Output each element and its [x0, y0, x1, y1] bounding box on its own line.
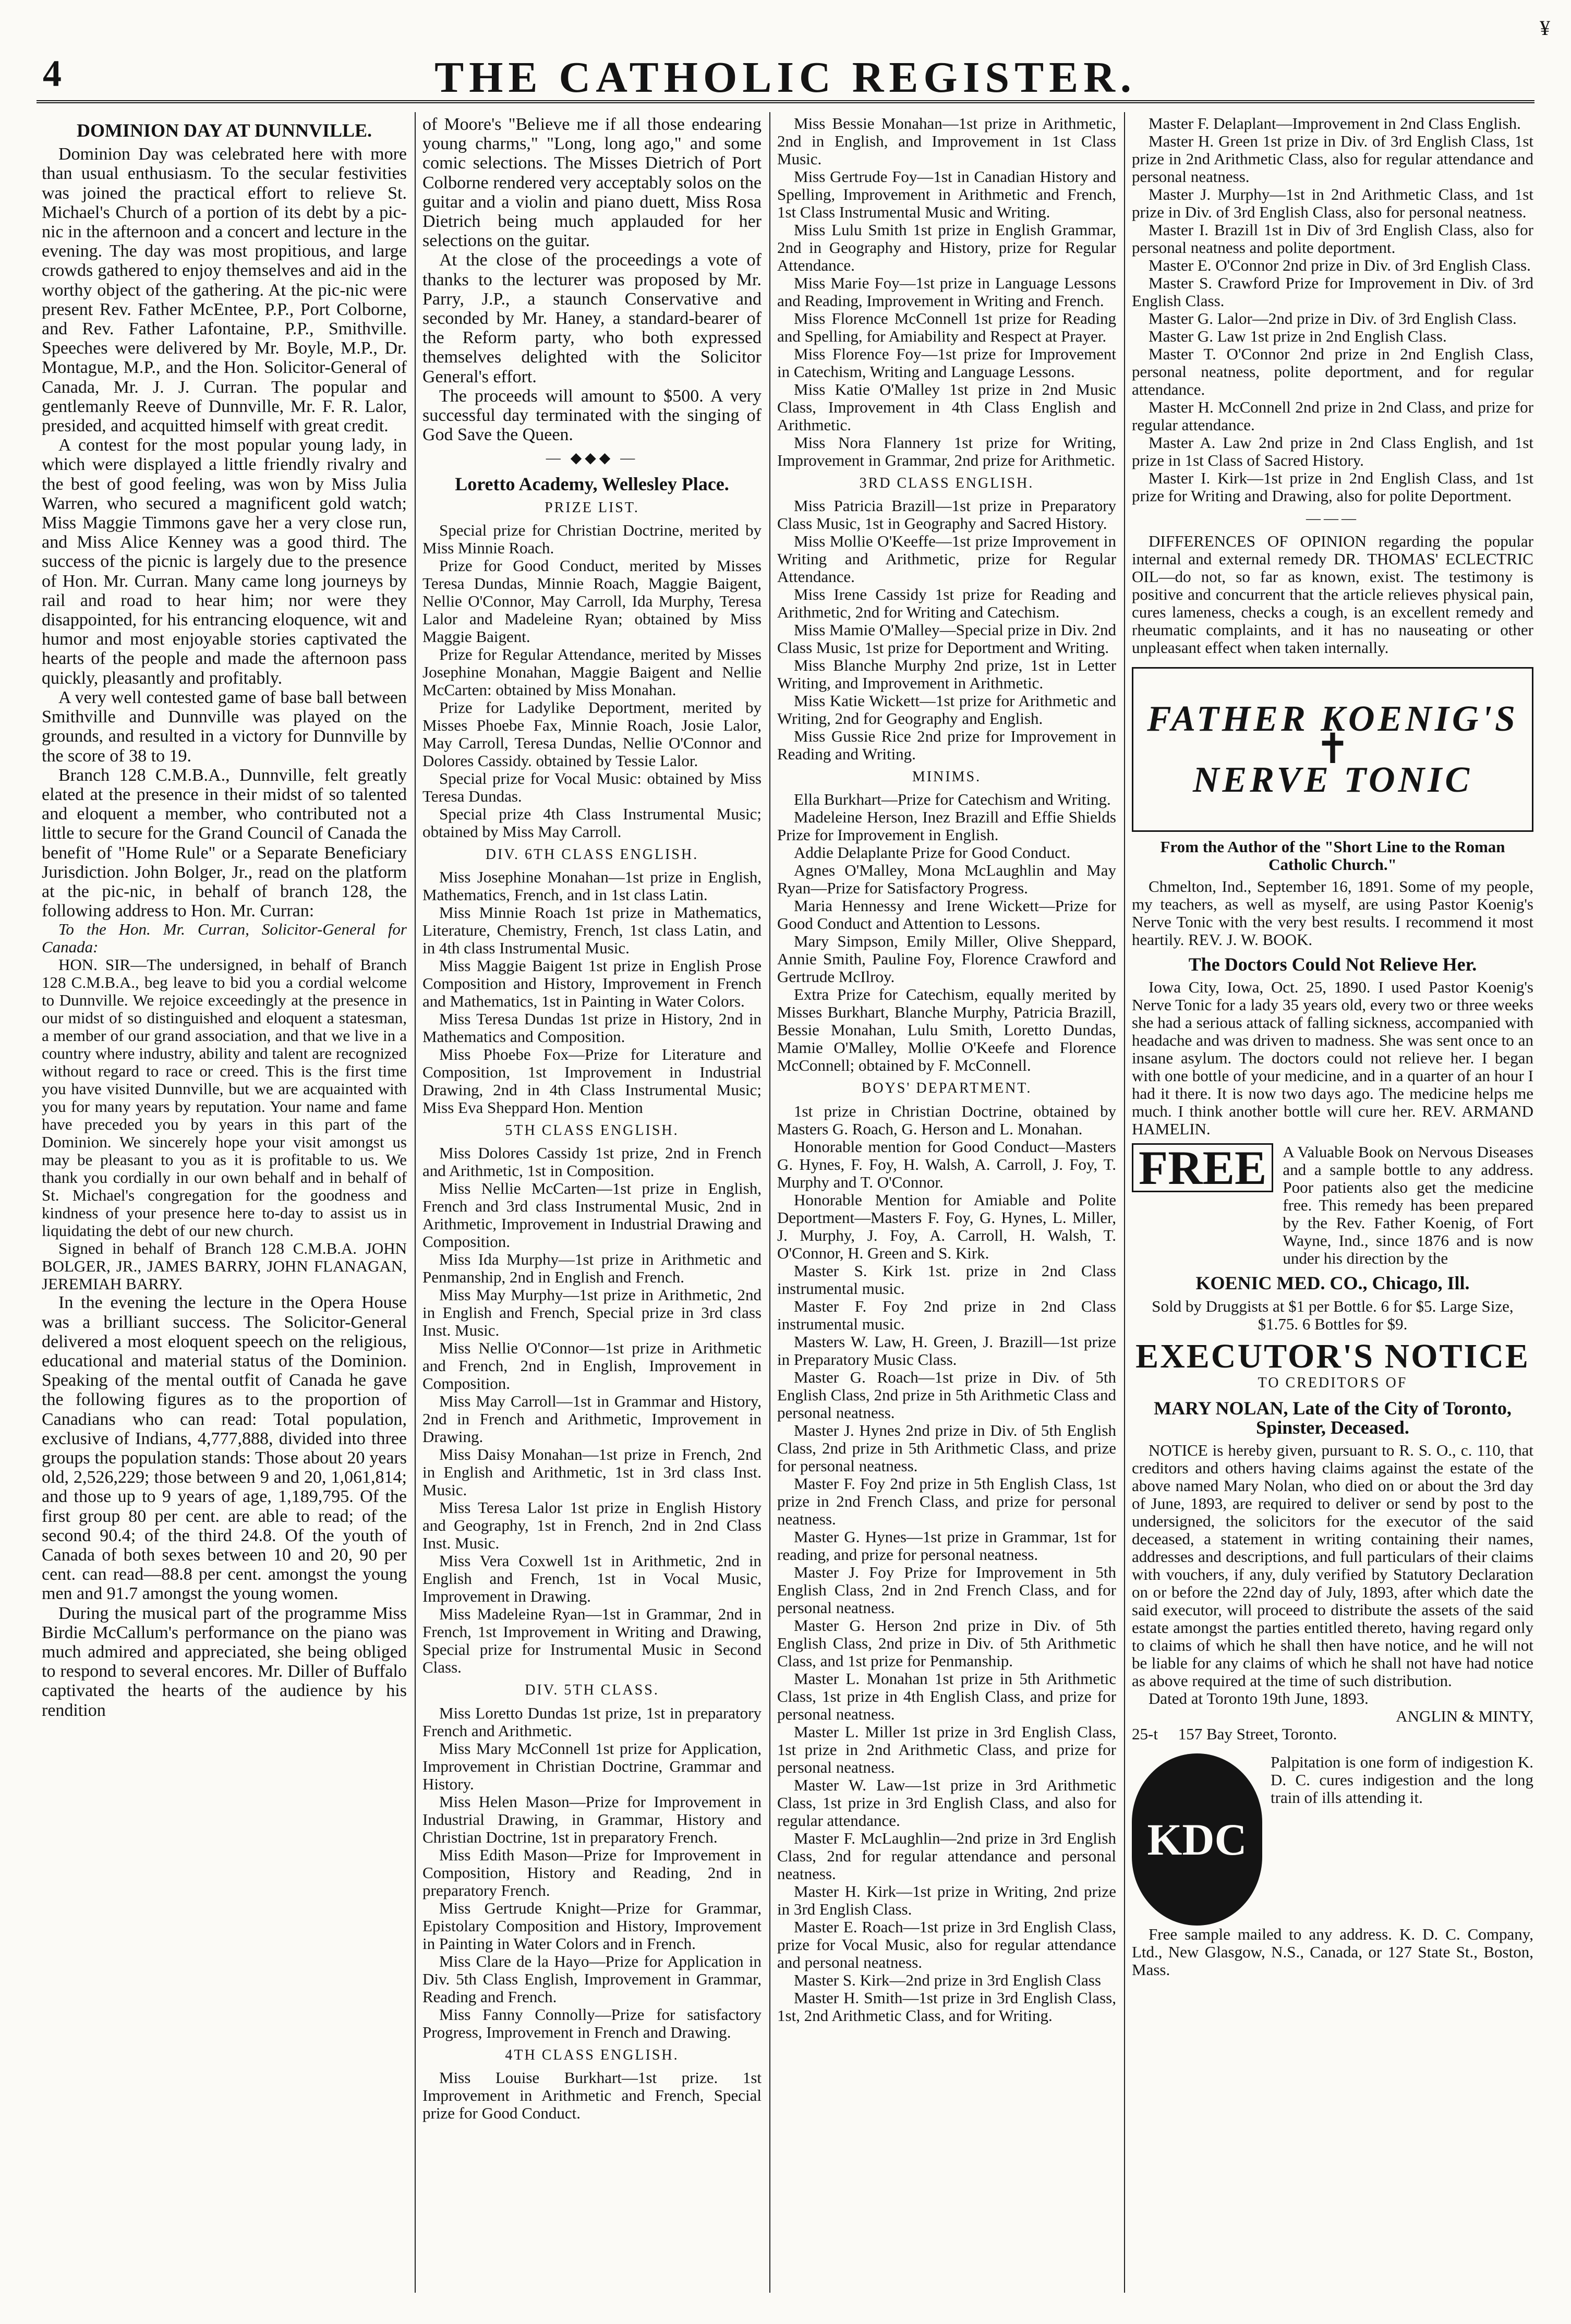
executor-dated: Dated at Toronto 19th June, 1893. [1149, 1689, 1369, 1708]
prize-entry: Master L. Miller 1st prize in 3rd English Class, 1st prize in 2nd Arithmetic Class, and prize for personal neatness. [777, 1722, 1116, 1776]
prize-entry: Master G. Law 1st prize in 2nd English Class. [1149, 327, 1447, 345]
article-paragraph: During the musical part of the programme Miss Birdie McCallum's performance on the piano was much admired and appreciated, she being obliged to respond to several encores. Mr. Diller of Buffalo captivated the hearts of the audience by his rendition [42, 1603, 407, 1720]
prize-entry: Master F. McLaughlin—2nd prize in 3rd English Class, 2nd for regular attendance and personal neatness. [777, 1829, 1116, 1883]
prize-entry: Miss Mollie O'Keeffe—1st prize Improvement in Writing and Arithmetic, prize for Regular Attendance. [777, 532, 1116, 586]
koenig-price: Sold by Druggists at $1 per Bottle. 6 for $5. Large Size, $1.75. 6 Bottles for $9. [1152, 1297, 1514, 1333]
cross-icon: ✝ [1315, 727, 1350, 773]
prize-entry: Madeleine Herson, Inez Brazill and Effie Shields Prize for Improvement in English. [777, 808, 1116, 844]
prize-entry: Master E. Roach—1st prize in 3rd English Class, prize for Vocal Music, also for regular attendance and personal neatness. [777, 1917, 1116, 1971]
prize-entry: Miss Gussie Rice 2nd prize for Improvement in Reading and Writing. [777, 727, 1116, 764]
prize-entry: Master H. McConnell 2nd prize in 2nd Class, and prize for regular attendance. [1132, 398, 1533, 434]
prize-entry: Master F. Foy 2nd prize in 5th English Class, 1st prize in 2nd French Class, and prize for personal neatness. [777, 1474, 1116, 1528]
kdc-logo: KDC [1132, 1753, 1262, 1926]
column-2 [422, 115, 762, 2295]
masthead [37, 16, 1550, 103]
kdc-sample: Free sample mailed to any address. K. D. C. Company, Ltd., New Glasgow, N.S., Canada, or 127 State St., Boston, Mass. [1132, 1925, 1533, 1979]
column-rule [1124, 112, 1125, 2293]
prize-entry: Prize for Ladylike Deportment, merited by Misses Phoebe Fax, Minnie Roach, Josie Lalor, May Carroll, Teresa Dundas, Nellie O'Connor and Dolores Cassidy. obtained by Tessie Lalor. [422, 698, 762, 770]
prize-entry: Miss Teresa Lalor 1st prize in English History and Geography, 1st in French, 2nd in 2nd Class Inst. Music. [422, 1498, 762, 1553]
koenig-logo-line: NERVE TONIC [1192, 760, 1473, 801]
prize-entry: Maria Hennessy and Irene Wickett—Prize for Good Conduct and Attention to Lessons. [777, 897, 1116, 933]
prize-entry: Extra Prize for Catechism, equally merited by Misses Burkhart, Blanche Murphy, Patricia Brazill, Bessie Monahan, Lulu Smith, Loretto Dundas, Mamie O'Malley, Mollie O'Keefe and Florence McConnell; obtained by F. McConnell. [777, 985, 1116, 1075]
prize-entry: Master S. Kirk 1st. prize in 2nd Class instrumental music. [777, 1261, 1116, 1298]
class-heading: DIV. 5TH CLASS. [525, 1682, 659, 1699]
prize-entry: Miss Josephine Monahan—1st prize in English, Mathematics, French, and in 1st class Latin. [422, 868, 762, 904]
koenig-company: KOENIC MED. CO., Chicago, Ill. [1195, 1273, 1470, 1294]
prize-entry: Master F. Delaplant—Improvement in 2nd Class English. [1149, 115, 1521, 132]
executor-address-line [1132, 1725, 1533, 1743]
prize-entry: Miss Nora Flannery 1st prize for Writing, Improvement in Grammar, 2nd prize for Arithmetic. [777, 433, 1116, 469]
prize-entry: Miss Clare de la Hayo—Prize for Application in Div. 5th Class English, Improvement in Grammar, Reading and French. [422, 1952, 762, 2006]
prize-entry: Miss Fanny Connolly—Prize for satisfactory Progress, Improvement in French and Drawing. [422, 2005, 762, 2041]
prize-entry: Miss Nellie O'Connor—1st prize in Arithmetic and French, 2nd in English, Improvement in Composition. [422, 1339, 762, 1393]
prize-list-heading: PRIZE LIST. [545, 499, 639, 516]
prize-entry: Master S. Crawford Prize for Improvement in Div. of 3rd English Class. [1132, 274, 1533, 310]
prize-entry: Miss Bessie Monahan—1st prize in Arithmetic, 2nd in English, and Improvement in 1st Class Music. [777, 115, 1116, 168]
prize-entry: Master L. Monahan 1st prize in 5th Arithmetic Class, 1st prize in 4th English Class, and prize for personal neatness. [777, 1669, 1116, 1723]
prize-entry: Miss Gertrude Knight—Prize for Grammar, Epistolary Composition and History, Improvement in Painting in Water Colors and in French. [422, 1898, 762, 1953]
column-rule [769, 112, 770, 2293]
koenig-testimonial: Chmelton, Ind., September 16, 1891. Some of my people, my teachers, as well as myself, are using Pastor Koenig's Nerve Tonic with the very best results. I recommend it most heartily. REV. J. W. BOOK. [1132, 877, 1533, 949]
prize-entry: Master H. Smith—1st prize in 3rd English Class, 1st, 2nd Arithmetic Class, and for Writing. [777, 1988, 1116, 2025]
prize-entry: Miss Gertrude Foy—1st in Canadian History and Spelling, Improvement in Arithmetic and French, 1st Class Instrumental Music and Writing. [777, 167, 1116, 221]
prize-entry: Miss Ida Murphy—1st prize in Arithmetic and Penmanship, 2nd in English and French. [422, 1250, 762, 1287]
prize-entry: Master G. Roach—1st prize in Div. of 5th English Class, 2nd prize in 5th Arithmetic Class and personal neatness. [777, 1367, 1116, 1422]
prize-entry: Special prize for Vocal Music: obtained by Miss Teresa Dundas. [422, 769, 762, 806]
prize-entry: Master H. Kirk—1st prize in Writing, 2nd prize in 3rd English Class. [777, 1882, 1116, 1918]
executor-estate: MARY NOLAN, Late of the City of Toronto, Spinster, Deceased. [1154, 1398, 1512, 1438]
prize-entry: Prize for Regular Attendance, merited by Misses Josephine Monahan, Maggie Baigent and Nellie McCarten: obtained by Miss Monahan. [422, 645, 762, 699]
executor-subhead: TO CREDITORS OF [1258, 1374, 1408, 1391]
prize-entry: Miss Louise Burkhart—1st prize. 1st Improvement in Arithmetic and French, Special prize for Good Conduct. [422, 2068, 762, 2122]
prize-entry: Master G. Hynes—1st prize in Grammar, 1st for reading, and prize for personal neatness. [777, 1527, 1116, 1564]
prize-entry: Master I. Kirk—1st prize in 2nd English Class, and 1st prize for Writing and Drawing, also for polite Deportment. [1132, 469, 1533, 505]
koenig-headline: The Doctors Could Not Relieve Her. [1188, 954, 1477, 975]
prize-list [777, 1103, 1116, 2025]
prize-entry: Miss Edith Mason—Prize for Improvement in Composition, History and Reading, 2nd in preparatory French. [422, 1845, 762, 1899]
prize-entry: Miss Daisy Monahan—1st prize in French, 2nd in English and Arithmetic, 1st in 3rd class Inst. Music. [422, 1445, 762, 1499]
prize-entry: Special prize 4th Class Instrumental Music; obtained by Miss May Carroll. [422, 805, 762, 841]
article-paragraph: In the evening the lecture in the Opera House was a brilliant success. The Solicitor-General delivered a most eloquent speech on the religious, educational and material status of the Dominion. Speaking of the mental outfit of Canada he gave the following figures as to the proportion of Canadians who can read: Total population, exclusive of Indians, 4,777,888, divided into three groups the population stands: Those about 20 years old, 2,526,229; those between 9 and 20, 1,061,814; and those up to 9 years of age, 1,189,795. Of the first group 80 per cent. are able to read; of the second 90.4; of the third 24.8. Of the youth of Canada of both sexes between 10 and 20, 90 per cent. can read—88.8 per cent. amongst the young men and 91.7 amongst the young women. [42, 1293, 407, 1604]
prize-entry: Masters W. Law, H. Green, J. Brazill—1st prize in Preparatory Music Class. [777, 1332, 1116, 1369]
prize-entry: Miss Katie O'Malley 1st prize in 2nd Music Class, Improvement in 4th Class English and Arithmetic. [777, 380, 1116, 434]
prize-list [1132, 115, 1533, 505]
prize-entry: Miss Vera Coxwell 1st in Arithmetic, 2nd in English and French, 1st in Vocal Music, Improvement in Drawing. [422, 1552, 762, 1606]
prize-list [422, 868, 762, 1117]
prize-entry: Honorable mention for Good Conduct—Masters G. Hynes, F. Foy, H. Walsh, A. Carroll, J. Foy, T. Murphy and T. O'Connor. [777, 1137, 1116, 1191]
article-paragraph: A contest for the most popular young lady, in which were displayed a little friendly rivalry and the best of good feeling, was won by Miss Julia Warren, who secured a magnificent gold watch; Miss Maggie Timmons gave her a very close run, and Miss Alice Kenney was a good third. The success of the picnic is largely due to the presence of Hon. Mr. Curran. Many came long journeys by rail and road to hear him; nor were they disappointed, for his entrancing eloquence, wit and humor and most enjoyable stories captivated the hearts of the people and made the afternoon pass quickly, pleasantly and profitably. [42, 435, 407, 688]
class-heading: MINIMS. [912, 769, 982, 785]
prize-entry: Master J. Murphy—1st in 2nd Arithmetic Class, and 1st prize in Div. of 3rd English Class, also for personal neatness. [1132, 185, 1533, 221]
prize-entry: Miss Florence McConnell 1st prize for Reading and Spelling, for Amiability and Respect at Prayer. [777, 309, 1116, 345]
free-word: FREE [1132, 1143, 1273, 1192]
koenig-logo-line: FATHER KOENIG'S [1147, 699, 1518, 739]
loretto-headline: Loretto Academy, Wellesley Place. [455, 473, 729, 494]
executor-headline: EXECUTOR'S NOTICE [1135, 1337, 1530, 1375]
prize-entry: Miss Teresa Dundas 1st prize in History, 2nd in Mathematics and Composition. [422, 1010, 762, 1046]
prize-entry: Miss Minnie Roach 1st prize in Mathematics, Literature, Chemistry, French, 1st class Latin, and in 4th class Instrumental Music. [422, 903, 762, 958]
prize-entry: Prize for Good Conduct, merited by Misses Teresa Dundas, Minnie Roach, Maggie Baigent, Nellie O'Connor, May Carroll, Ida Murphy, Teresa Lalor and Madeleine Ryan; obtained by Miss Maggie Baigent. [422, 556, 762, 646]
prize-list [777, 115, 1116, 469]
koenig-author-line: From the Author of the "Short Line to the Roman Catholic Church." [1160, 838, 1505, 874]
prize-list [422, 1144, 762, 1676]
prize-entry: Agnes O'Malley, Mona McLaughlin and May Ryan—Prize for Satisfactory Progress. [777, 861, 1116, 898]
prize-entry: Miss Mary McConnell 1st prize for Application, Improvement in Christian Doctrine, Grammar and History. [422, 1739, 762, 1793]
article-paragraph: Dominion Day was celebrated here with more than usual enthusiasm. To the secular festivities was joined the practical effort to relieve St. Michael's Church of a portion of its debt by a pic-nic in the afternoon and a concert and lecture in the evening. The day was most propitious, and large crowds gathered to enjoy themselves and aid in the worthy object of the gathering. At the pic-nic were present Rev. Father McEntee, P.P., Port Colborne, and Rev. Father Lafontaine, P.P., Smithville. Speeches were delivered by Mr. Boyle, M.P., Dr. Montague, M.P., and the Hon. Solicitor-General of Canada, Mr. J. J. Curran. The popular and gentlemanly Reeve of Dunnville, Mr. F. R. Lalor, presided, and acquitted himself with great credit. [42, 144, 407, 436]
prize-entry: Miss Dolores Cassidy 1st prize, 2nd in French and Arithmetic, 1st in Composition. [422, 1144, 762, 1180]
section-ornament: — ◆◆◆ — [546, 450, 638, 467]
prize-entry: Miss May Carroll—1st in Grammar and History, 2nd in French and Arithmetic, Improvement in Drawing. [422, 1392, 762, 1446]
prize-entry: Miss Lulu Smith 1st prize in English Grammar, 2nd in Geography and History, prize for Regular Attendance. [777, 221, 1116, 274]
executor-code: 25-t [1132, 1725, 1158, 1744]
address-text: HON. SIR—The undersigned, in behalf of Branch 128 C.M.B.A., beg leave to bid you a cordial welcome to Dunnville. We rejoice exceedingly at the presence in our midst of so distinguished and eloquent a statesman, a member of our grand association, and that we live in a country where industry, ability and talent are recognized without regard to race or creed. This is the first time you have visited Dunnville, but we are acquainted with you for many years by reputation. Your name and fame have preceded you by years in this part of the Dominion. We sincerely hope your visit amongst us may be pleasant to you as it is profitable to us. We thank you cordially in our own behalf and in behalf of St. Michael's congregation for the goodness and kindness of your presence here to-day to assist us in liquidating the debt of our new church. [42, 955, 407, 1240]
prize-entry: Miss Madeleine Ryan—1st in Grammar, 2nd in French, 1st Improvement in Writing and Drawing, Special prize for Instrumental Music in Second Class. [422, 1605, 762, 1677]
executor-firm: ANGLIN & MINTY, [1396, 1707, 1533, 1726]
prize-entry: Miss Maggie Baigent 1st prize in English Prose Composition and History, Improvement in French and Mathematics, 1st in Painting in Water Colors. [422, 957, 762, 1011]
prize-entry: Master E. O'Connor 2nd prize in Div. of 3rd English Class. [1149, 256, 1531, 274]
prize-entry: Miss May Murphy—1st prize in Arithmetic, 2nd in English and French, Special prize in 3rd class Inst. Music. [422, 1286, 762, 1340]
prize-entry: Miss Phoebe Fox—Prize for Literature and Composition, 1st Improvement in Industrial Drawing, 2nd in 4th Class Instrumental Music; Miss Eva Sheppard Hon. Mention [422, 1045, 762, 1117]
address-salutation: To the Hon. Mr. Curran, Solicitor-General for Canada: [42, 920, 407, 957]
executor-body: NOTICE is hereby given, pursuant to R. S. O., c. 110, that creditors and others having claims against the estate of the above named Mary Nolan, who died on or about the 3rd day of June, 1893, are required to deliver or send by post to the undersigned, the solicitors for the executor of the said deceased, a statement in writing containing their names, addresses and descriptions, and full particulars of their claims with vouchers, if any, duly verified by Statutory Declaration on or before the 22nd day of July, 1893, after which date the said executor, will proceed to distribute the assets of the said estate amongst the parties entitled thereto, having regard only to claims of which he shall then have notice, and he will not be liable for any claims of which he shall not have had notice as above required at the time of such distribution. [1132, 1441, 1533, 1690]
column-1 [42, 115, 407, 2295]
prize-entry: Master A. Law 2nd prize in 2nd Class English, and 1st prize in 1st Class of Sacred History. [1132, 433, 1533, 469]
prize-entry: Special prize for Christian Doctrine, merited by Miss Minnie Roach. [422, 521, 762, 558]
prize-entry: Master I. Brazill 1st in Div of 3rd English Class, also for personal neatness and polite deportment. [1132, 221, 1533, 257]
prize-entry: Master W. Law—1st prize in 3rd Arithmetic Class, 1st prize in 3rd English Class, and also for regular attendance. [777, 1775, 1116, 1830]
prize-list [777, 497, 1116, 763]
prize-entry: Master G. Herson 2nd prize in Div. of 5th English Class, 2nd prize in Div. of 5th Arithmetic Class, and 1st prize for Penmanship. [777, 1616, 1116, 1670]
prize-entry: Honorable Mention for Amiable and Polite Deportment—Masters F. Foy, G. Hynes, L. Miller, J. Murphy, J. Foy, A. Carroll, H. Walsh, T. O'Connor, H. Green and S. Kirk. [777, 1190, 1116, 1262]
prize-entry: Master G. Lalor—2nd prize in Div. of 3rd English Class. [1149, 309, 1517, 328]
article-paragraph: of Moore's "Believe me if all those endearing young charms," "Long, long ago," and some comic selections. The Misses Dietrich of Port Colborne rendered very acceptably solos on the guitar and a violin and piano duett, Miss Rosa Dietrich being much applauded for her selections on the guitar. [422, 115, 762, 251]
eclectric-oil-ad: DIFFERENCES OF OPINION regarding the popular internal and external remedy DR. THOMAS' ECLECTRIC OIL—do not, so far as known, exist. The testimony is positive and concurrent that the article relieves physical pain, cures lameness, checks a cough, is an excellent remedy and rheumatic complaints, and it has no nauseating or other unpleasant effect when taken internally. [1132, 532, 1533, 657]
page-number: 4 [43, 53, 62, 94]
article-paragraph: Branch 128 C.M.B.A., Dunnville, felt greatly elated at the presence in their midst of so talented and eloquent a member, who contributed not a little to secure for the Grand Council of Canada the benefit of "Home Rule" or a Separate Beneficiary Jurisdiction. John Bolger, Jr., read on the platform at the pic-nic, in behalf of branch 128, the following address to Hon. Mr. Curran: [42, 765, 407, 921]
executor-address: 157 Bay Street, Toronto. [1178, 1725, 1337, 1744]
free-offer-text: A Valuable Book on Nervous Diseases and a sample bottle to any address. Poor patients also get the medicine free. This remedy has been prepared by the Rev. Father Koenig, of Fort Wayne, Ind., since 1876 and is now under his direction by the [1283, 1143, 1533, 1268]
kdc-ad [1132, 1753, 1533, 1926]
article-paragraph: A very well contested game of base ball between Smithville and Dunnville was played on the grounds, and resulted in a victory for Dunnville by the score of 38 to 19. [42, 687, 407, 766]
prize-entry: Master J. Foy Prize for Improvement in 5th English Class, 2nd in 2nd French Class, and for personal neatness. [777, 1563, 1116, 1617]
newspaper-title: THE CATHOLIC REGISTER. [434, 53, 1137, 102]
prize-entry: Master F. Foy 2nd prize in 2nd Class instrumental music. [777, 1297, 1116, 1333]
prize-entry: Master T. O'Connor 2nd prize in 2nd English Class, personal neatness, polite deportment, and for regular attendance. [1132, 345, 1533, 398]
address-signatures: Signed in behalf of Branch 128 C.M.B.A. JOHN BOLGER, JR., JAMES BARRY, JOHN FLANAGAN, JEREMIAH BARRY. [42, 1239, 407, 1293]
prize-entry: Mary Simpson, Emily Miller, Olive Sheppard, Annie Smith, Pauline Foy, Florence Crawford and Gertrude McIlroy. [777, 932, 1116, 986]
koenig-logo [1132, 667, 1533, 832]
prize-entry: Addie Delaplante Prize for Good Conduct. [794, 843, 1071, 862]
prize-entry: Miss Nellie McCarten—1st prize in English, French and 3rd class Instrumental Music, 2nd in Arithmetic, Improvement in Industrial Drawing and Composition. [422, 1179, 762, 1251]
article-paragraph: The proceeds will amount to $500. A very successful day terminated with the singing of God Save the Queen. [422, 386, 762, 445]
column-4 [1132, 115, 1533, 2295]
column-3 [777, 115, 1116, 2295]
column-rule [415, 112, 416, 2293]
section-ornament: ——— [1306, 511, 1359, 527]
free-offer [1132, 1143, 1533, 1267]
class-heading: 4TH CLASS ENGLISH. [505, 2047, 679, 2063]
class-heading: BOYS' DEPARTMENT. [861, 1080, 1032, 1097]
prize-entry: Miss Loretto Dundas 1st prize, 1st in preparatory French and Arithmetic. [422, 1703, 762, 1740]
class-heading: DIV. 6TH CLASS ENGLISH. [485, 846, 699, 863]
prize-list [422, 1704, 762, 2041]
prize-entry: Miss Katie Wickett—1st prize for Arithmetic and Writing, 2nd for Geography and English. [777, 692, 1116, 728]
prize-entry: Ella Burkhart—Prize for Catechism and Writing. [794, 790, 1111, 809]
kdc-text: Palpitation is one form of indigestion K. D. C. cures indigestion and the long train of ills attending it. [1271, 1753, 1533, 1807]
prize-entry: Miss Florence Foy—1st prize for Improvement in Catechism, Writing and Language Lessons. [777, 345, 1116, 381]
prize-entry: Miss Patricia Brazill—1st prize in Preparatory Class Music, 1st in Geography and Sacred History. [777, 497, 1116, 533]
prize-entry: 1st prize in Christian Doctrine, obtained by Masters G. Roach, G. Herson and L. Monahan. [777, 1102, 1116, 1138]
prize-entry: Master J. Hynes 2nd prize in Div. of 5th English Class, 2nd prize in 5th Arithmetic Class, and prize for personal neatness. [777, 1421, 1116, 1475]
article-paragraph: At the close of the proceedings a vote of thanks to the lecturer was proposed by Mr. Parry, J.P., a staunch Conservative and seconded by Mr. Haney, a standard-bearer of the Reform party, who both expressed themselves delighted with the Solicitor General's effort. [422, 250, 762, 386]
prize-entry: Miss Helen Mason—Prize for Improvement in Industrial Drawing, in Grammar, History and Christian Doctrine, 1st in preparatory French. [422, 1792, 762, 1846]
prize-list [777, 791, 1116, 1074]
prize-list [422, 522, 762, 841]
class-heading: 5TH CLASS ENGLISH. [505, 1122, 679, 1139]
prize-entry: Master H. Green 1st prize in Div. of 3rd English Class, 1st prize in 2nd Arithmetic Class, also for regular attendance and personal neatness. [1132, 132, 1533, 186]
prize-entry: Miss Mamie O'Malley—Special prize in Div. 2nd Class Music, 1st prize for Deportment and Writing. [777, 621, 1116, 657]
prize-list [422, 2069, 762, 2122]
koenig-testimonial: Iowa City, Iowa, Oct. 25, 1890. I used Pastor Koenig's Nerve Tonic for a lady 35 years old, every two or three weeks she had a serious attack of falling sickness, accompanied with headache and was driven to madness. She was sent once to an insane asylum. The doctors could not relieve her. I began with one bottle of your medicine, and in a quarter of an hour I had it there. It is now two days ago. The medicine helps me much. I think another bottle will cure her. REV. ARMAND HAMELIN. [1132, 978, 1533, 1139]
article-headline: DOMINION DAY AT DUNNVILLE. [76, 120, 372, 141]
prize-entry: Miss Blanche Murphy 2nd prize, 1st in Letter Writing, and Improvement in Arithmetic. [777, 656, 1116, 693]
prize-entry: Miss Irene Cassidy 1st prize for Reading and Arithmetic, 2nd for Writing and Catechism. [777, 585, 1116, 622]
corner-mark: ¥ [1540, 16, 1550, 40]
class-heading: 3RD CLASS ENGLISH. [859, 475, 1034, 491]
prize-entry: Miss Marie Foy—1st prize in Language Lessons and Reading, Improvement in Writing and French. [777, 274, 1116, 310]
prize-entry: Master S. Kirk—2nd prize in 3rd English Class [794, 1970, 1101, 1989]
